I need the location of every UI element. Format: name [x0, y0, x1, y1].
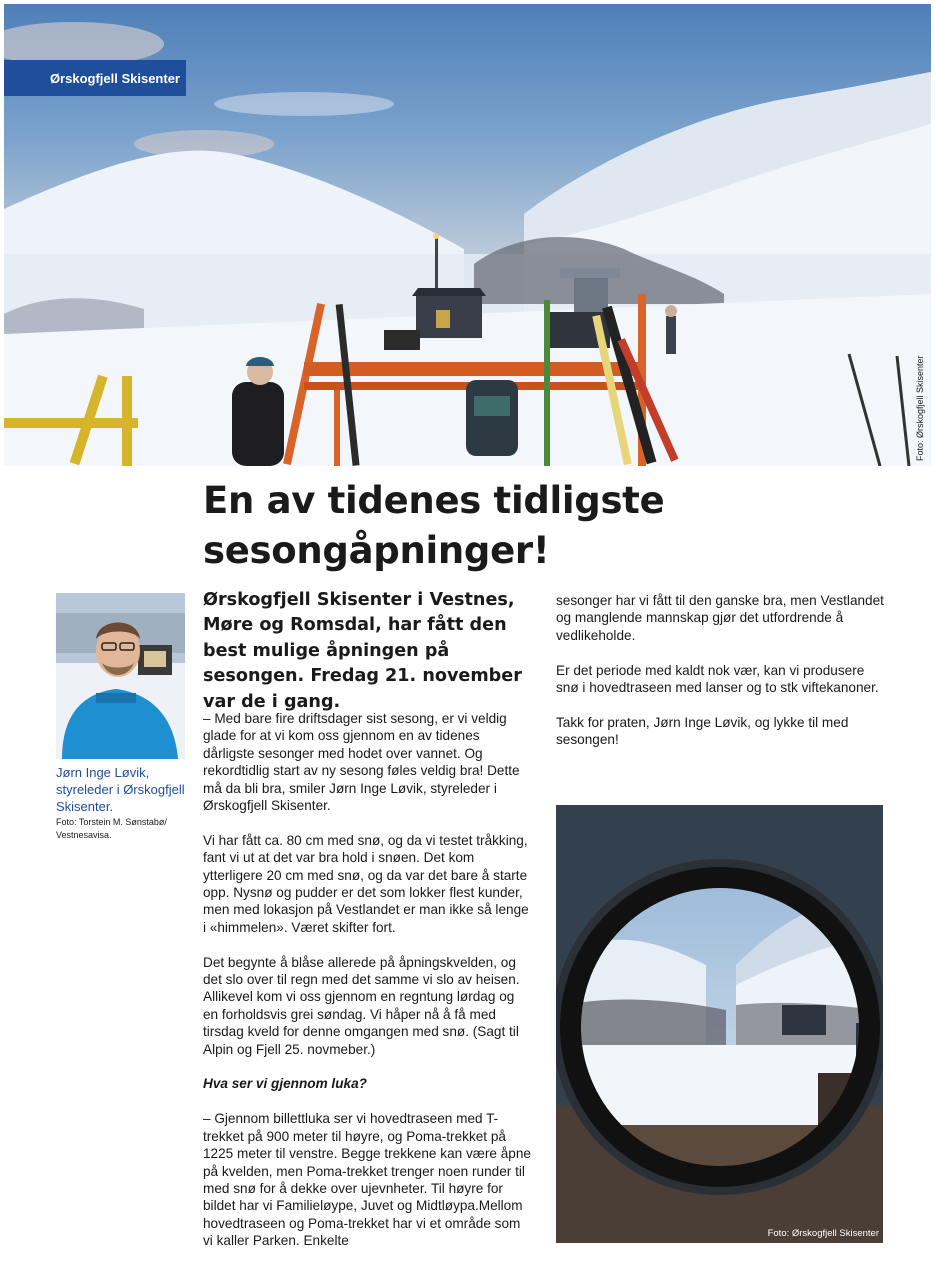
window-view-photo	[556, 805, 883, 1243]
article-column-2	[556, 592, 886, 766]
section-label: Ørskogfjell Skisenter	[4, 60, 186, 96]
hero-photo-credit: Foto: Ørskogfjell Skisenter	[915, 355, 925, 461]
paragraph: Er det periode med kaldt nok vær, kan vi produsere snø i hovedtraseen med lanser og to stk viftekanoner.	[556, 662, 879, 696]
photo2-credit: Foto: Ørskogfjell Skisenter	[767, 1228, 879, 1239]
subheading: Hva ser vi gjennom luka?	[203, 1076, 367, 1092]
article-title: En av tidenes tidligste sesongåpninger!	[203, 479, 665, 572]
portrait-photo	[56, 593, 185, 759]
person-photo-icon	[56, 593, 185, 759]
paragraph: Takk for praten, Jørn Inge Løvik, og lykke til med sesongen!	[556, 714, 849, 748]
paragraph: Vi har fått ca. 80 cm med snø, og da vi testet tråkking, fant vi ut at det var bra hold i snøen. Det kom ytterligere 20 cm med snø, og da var det bare å starte opp. Nysnø og pudder er det som lokker flest kunder, men med lokasjon på Vestlandet er man ikke så lenge i «himmelen». Været skifter fort.	[203, 832, 529, 935]
article-column-1	[203, 710, 533, 1267]
article-lead: Ørskogfjell Skisenter i Vestnes, Møre og Romsdal, har fått den best mulige åpningen på sesongen. Fredag 21. november var de i gang.	[203, 590, 522, 712]
paragraph: Det begynte å blåse allerede på åpningskvelden, og det slo over til regn med det samme vi slo av heisen. Allikevel kom vi oss gjennom en regntung lørdag og en forholdsvis grei søndag. Vi håper nå å få med tirsdag kveld for denne omgangen med snø. (Sagt til Alpin og Fjell 25. novmeber.)	[203, 954, 520, 1057]
paragraph: sesonger har vi fått til den ganske bra, men Vestlandet og manglende mannskap gjør det utfordrende å vedlikeholde.	[556, 593, 884, 643]
paragraph: – Gjennom billettluka ser vi hovedtraseen med T-trekket på 900 meter til høyre, og Poma-trekket på 1225 meter til venstre. Begge trekkene kan være åpne på kvelden, men Poma-trekket trenger noen runder til med snø for å dekke over ujevnheter. Til høyre for bildet har vi Familieløype, Juvet og Midtløypa.Mellom hovedtraseen og Poma-trekket har vi et område som vi kaller Parken. Enkelte	[203, 1111, 531, 1249]
paragraph: – Med bare fire driftsdager sist sesong, er vi veldig glade for at vi kom oss gjennom en av tidenes dårligste sesonger med hodet over vannet. Og rekordtidlig start av ny sesong føles veldig bra! Dette må da bli bra, smiler Jørn Inge Løvik, styreleder i Ørskogfjell Skisenter.	[203, 711, 520, 814]
window-view-photo-icon	[556, 805, 883, 1243]
portrait-credit: Foto: Torstein M. Sønstabø/ Vestnesavisa.	[56, 817, 167, 840]
portrait-caption: Jørn Inge Løvik, styreleder i Ørskogfjell Skisenter.	[56, 765, 185, 814]
